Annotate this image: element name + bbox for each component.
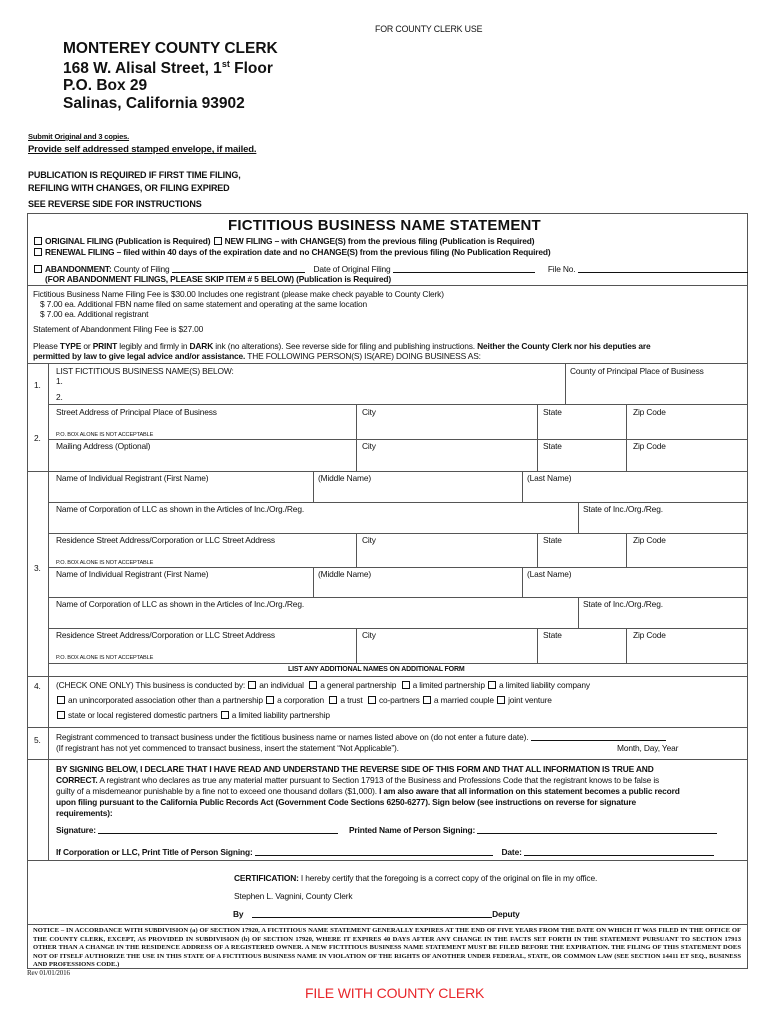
section-2-number: 2. <box>34 433 41 443</box>
section-3-number: 3. <box>34 563 41 573</box>
date-label: Date: <box>501 847 522 857</box>
instructions-line-1 <box>33 341 651 351</box>
state-field[interactable]: State <box>543 407 562 417</box>
file-no-field[interactable] <box>578 264 748 273</box>
t: BY SIGNING BELOW, I DECLARE THAT I HAVE READ AND UNDERSTAND THE REVERSE SIDE OF THIS FORM AND THAT ALL INFORMATION IS TRUE AND <box>56 764 654 774</box>
street-address-field[interactable]: Street Address of Principal Place of Business <box>56 407 217 417</box>
divider <box>313 567 314 597</box>
submit-copies: Submit Original and 3 copies. <box>28 132 130 141</box>
business-type-row-2 <box>56 695 552 705</box>
divider <box>356 628 357 663</box>
option-label: a limited partnership <box>412 680 485 690</box>
divider <box>626 533 627 567</box>
registrant-2-state-field[interactable]: State <box>543 630 562 640</box>
county-of-filing-label: County of Filing <box>113 264 170 274</box>
option-label: an individual <box>259 680 304 690</box>
registrant-2-residence-field[interactable]: Residence Street Address/Corporation or LLC Street Address <box>56 630 275 640</box>
declaration <box>56 764 680 819</box>
t: TYPE <box>59 341 82 351</box>
registrant-1-state-field[interactable]: State <box>543 535 562 545</box>
registrant-1-corporation-field[interactable]: Name of Corporation of LLC as shown in the Articles of Inc./Org./Reg. <box>56 504 305 514</box>
divider <box>578 502 579 533</box>
divider <box>48 404 747 405</box>
registrant-1-first-name-field[interactable]: Name of Individual Registrant (First Name) <box>56 473 209 483</box>
option-label: a corporation <box>277 695 325 705</box>
t: upon filing pursuant to the California Public Records Act (Government Code Sections 6250-6277). Sign below (see instructions on reverse for signature <box>56 797 636 807</box>
option-label: an unincorporated association other than a partnership <box>68 695 263 705</box>
business-name-1-field[interactable]: 1. <box>56 376 63 386</box>
street-tail: Floor <box>229 60 273 78</box>
divider <box>522 567 523 597</box>
certification-label: CERTIFICATION: <box>234 873 299 883</box>
revision-date: Rev 01/01/2016 <box>27 969 70 977</box>
county-of-filing-field[interactable] <box>172 264 305 273</box>
general-partnership-checkbox[interactable] <box>309 681 317 689</box>
registrant-1-middle-name-field[interactable]: (Middle Name) <box>318 473 371 483</box>
registrant-2-zip-field[interactable]: Zip Code <box>633 630 666 640</box>
divider <box>537 628 538 663</box>
option-label: a married couple <box>433 695 494 705</box>
registrant-2-first-name-field[interactable]: Name of Individual Registrant (First Name) <box>56 569 209 579</box>
additional-names-note: LIST ANY ADDITIONAL NAMES ON ADDITIONAL FORM <box>288 666 465 673</box>
mailing-address-field[interactable]: Mailing Address (Optional) <box>56 441 151 451</box>
business-type-row-1 <box>56 680 590 690</box>
divider <box>626 628 627 663</box>
mailing-state-field[interactable]: State <box>543 441 562 451</box>
limited-partnership-checkbox[interactable] <box>402 681 410 689</box>
section-1-number: 1. <box>34 380 41 390</box>
t: PRINT <box>92 341 118 351</box>
divider <box>522 471 523 502</box>
original-filing-label: ORIGINAL FILING (Publication is Required) <box>45 236 211 246</box>
t: ink (no alterations). See reverse side for filing and publishing instructions. <box>213 341 478 351</box>
divider <box>48 597 747 598</box>
option-label: state or local registered domestic partners <box>68 710 218 720</box>
divider <box>27 285 747 286</box>
expiration-notice: NOTICE – IN ACCORDANCE WITH SUBDIVISION (a) OF SECTION 17920, A FICTITIOUS NAME STATEMENT GENERALLY EXPIRES AT THE END OF FIVE YEARS FROM THE DATE ON WHICH IT WAS FILED IN THE OFFICE OF THE COUNTY CLERK, EXCEPT, AS PROVIDED IN SUBDIVISION (b) OF SECTION 17920, WHERE IT EXPIRES 40 DAYS AFTER ANY CHANGE IN THE FACTS SET FORTH IN THE STATEMENT PURSUANT TO SECTION 17913 OTHER THAN A CHANGE IN THE RESIDENCE ADDRESS OF A REGISTERED OWNER. A NEW FICTITIOUS BUSINESS NAME STATEMENT MUST BE FILED BEFORE THE EXPIRATION. THE FILING OF THIS STATEMENT DOES NOT OF ITSELF AUTHORIZE THE USE IN THIS STATE OF A FICTITIOUS BUSINESS NAME IN VIOLATION OF THE RIGHTS OF ANOTHER UNDER FEDERAL, STATE, OR COMMON LAW (SEE SECTION 14411 ET SEQ., BUSINESS AND PROFESSIONS CODE.) <box>33 927 741 969</box>
individual-checkbox[interactable] <box>248 681 256 689</box>
abandonment-label: ABANDONMENT: <box>45 264 112 274</box>
fee-line-4: Statement of Abandonment Filing Fee is $27.00 <box>33 324 204 334</box>
title-label: If Corporation or LLC, Print Title of Person Signing: <box>56 847 253 857</box>
divider <box>537 404 538 471</box>
domestic-partners-checkbox[interactable] <box>57 711 65 719</box>
street-sup: st <box>221 59 230 69</box>
file-no-label: File No. <box>547 264 576 274</box>
registrant-2-city-field[interactable]: City <box>362 630 376 640</box>
county-clerk-name: Stephen L. Vagnini, County Clerk <box>234 891 353 901</box>
commence-line-2: (If registrant has not yet commenced to transact business, insert the statement “Not Applicable”). <box>56 743 399 753</box>
abandonment-checkbox[interactable] <box>34 265 42 273</box>
divider <box>48 663 747 664</box>
co-partners-checkbox[interactable] <box>368 696 376 704</box>
deputy-label: Deputy <box>492 909 520 919</box>
divider <box>537 533 538 567</box>
business-type-intro: (CHECK ONE ONLY) This business is conducted by: <box>56 680 246 690</box>
divider <box>27 676 747 677</box>
unincorporated-association-checkbox[interactable] <box>57 696 65 704</box>
mailing-zip-field[interactable]: Zip Code <box>633 441 666 451</box>
divider <box>27 727 747 728</box>
signature-field[interactable] <box>98 825 338 834</box>
renewal-filing-checkbox[interactable] <box>34 248 42 256</box>
divider <box>27 471 747 472</box>
divider <box>356 533 357 567</box>
city-field[interactable]: City <box>362 407 376 417</box>
date-original-filing-field[interactable] <box>393 264 535 273</box>
divider <box>565 363 566 404</box>
title-field[interactable] <box>255 847 493 856</box>
divider <box>626 404 627 471</box>
divider <box>48 533 747 534</box>
printed-name-field[interactable] <box>477 825 717 834</box>
divider <box>48 628 747 629</box>
date-original-filing-label: Date of Original Filing <box>313 264 391 274</box>
divider <box>48 502 747 503</box>
divider <box>27 924 747 925</box>
business-name-2-field[interactable]: 2. <box>56 392 63 402</box>
business-names-label: LIST FICTITIOUS BUSINESS NAME(S) BELOW: <box>56 366 234 376</box>
printed-name-label: Printed Name of Person Signing: <box>349 825 476 835</box>
county-clerk-use-label: FOR COUNTY CLERK USE <box>375 24 483 34</box>
envelope-note: Provide self addressed stamped envelope, if mailed. <box>28 144 257 155</box>
certification-text: I hereby certify that the foregoing is a correct copy of the original on file in my office. <box>298 873 598 883</box>
signature-label: Signature: <box>56 825 96 835</box>
divider <box>27 363 747 364</box>
registrant-1-zip-field[interactable]: Zip Code <box>633 535 666 545</box>
option-label: a general partnership <box>320 680 397 690</box>
option-label: a limited liability company <box>499 680 590 690</box>
abandonment-row <box>33 264 748 274</box>
registrant-1-state-inc-field[interactable]: State of Inc./Org./Reg. <box>583 504 663 514</box>
filing-type-row-2 <box>33 247 551 257</box>
by-label: By <box>233 909 244 919</box>
option-label: joint venture <box>508 695 552 705</box>
t: Neither the County Clerk nor his deputies are <box>477 341 651 351</box>
pobox-note: P.O. BOX ALONE IS NOT ACCEPTABLE <box>56 560 154 566</box>
office-pobox: P.O. Box 29 <box>63 77 148 94</box>
publication-line-2: REFILING WITH CHANGES, OR FILING EXPIRED <box>28 183 230 193</box>
commence-text: Registrant commenced to transact business under the fictitious business name or names listed above on (do not enter a future date). <box>56 732 529 742</box>
date-field[interactable] <box>524 847 714 856</box>
file-with-county-clerk: FILE WITH COUNTY CLERK <box>305 985 485 1001</box>
street-text: 168 W. Alisal Street, 1 <box>63 60 222 78</box>
corporation-checkbox[interactable] <box>266 696 274 704</box>
t: permitted by law to give legal advice and/or assistance. <box>33 351 246 361</box>
registrant-2-corporation-field[interactable]: Name of Corporation of LLC as shown in the Articles of Inc./Org./Reg. <box>56 599 305 609</box>
fee-line-2: $ 7.00 ea. Additional FBN name filed on same statement and operating at the same location <box>40 299 367 309</box>
business-type-row-3 <box>56 710 330 720</box>
renewal-filing-label: RENEWAL FILING – filed within 40 days of the expiration date and no CHANGE(S) from the previous filing (No Publication Required) <box>45 247 551 257</box>
instructions-line-2 <box>33 351 481 361</box>
title-row <box>56 847 714 857</box>
t: legibly and firmly in <box>117 341 190 351</box>
registrant-1-city-field[interactable]: City <box>362 535 376 545</box>
llp-checkbox[interactable] <box>221 711 229 719</box>
signature-row <box>56 825 717 835</box>
mailing-city-field[interactable]: City <box>362 441 376 451</box>
commence-date-label: Month, Day, Year <box>617 743 679 753</box>
t: guilty of a misdemeanor punishable by a fine not to exceed one thousand dollars ($1,000). <box>56 786 380 796</box>
option-label: a trust <box>340 695 363 705</box>
divider <box>313 471 314 502</box>
registrant-2-middle-name-field[interactable]: (Middle Name) <box>318 569 371 579</box>
new-filing-checkbox[interactable] <box>214 237 222 245</box>
commence-line-1 <box>56 732 666 742</box>
t: I am also aware that all information on this statement becomes a public record <box>379 786 680 796</box>
t: or <box>81 341 93 351</box>
section-4-number: 4. <box>34 681 41 691</box>
t: Please <box>33 341 60 351</box>
office-name: MONTEREY COUNTY CLERK <box>63 40 278 57</box>
fee-line-3: $ 7.00 ea. Additional registrant <box>40 309 149 319</box>
divider <box>48 439 747 440</box>
filing-type-row-1 <box>33 236 534 246</box>
t: THE FOLLOWING PERSON(S) IS(ARE) DOING BUSINESS AS: <box>245 351 481 361</box>
number-column-line <box>48 363 49 860</box>
option-label: co-partners <box>378 695 420 705</box>
married-couple-checkbox[interactable] <box>423 696 431 704</box>
joint-venture-checkbox[interactable] <box>497 696 505 704</box>
t: requirements): <box>56 808 113 818</box>
trust-checkbox[interactable] <box>329 696 337 704</box>
commence-date-field[interactable] <box>531 732 666 741</box>
fee-line-1: Fictitious Business Name Filing Fee is $30.00 Includes one registrant (please make check payable to County Clerk) <box>33 289 444 299</box>
llc-checkbox[interactable] <box>488 681 496 689</box>
divider <box>578 597 579 628</box>
see-reverse: SEE REVERSE SIDE FOR INSTRUCTIONS <box>28 199 202 209</box>
divider <box>356 404 357 471</box>
divider <box>27 759 747 760</box>
deputy-row <box>233 909 520 919</box>
new-filing-label: NEW FILING – with CHANGE(S) from the previous filing (Publication is Required) <box>224 236 535 246</box>
divider <box>48 567 747 568</box>
county-principal-place-field[interactable]: County of Principal Place of Business <box>570 366 704 376</box>
divider <box>27 860 747 861</box>
registrant-2-last-name-field[interactable]: (Last Name) <box>527 569 572 579</box>
pobox-note: P.O. BOX ALONE IS NOT ACCEPTABLE <box>56 432 154 438</box>
original-filing-checkbox[interactable] <box>34 237 42 245</box>
publication-line-1: PUBLICATION IS REQUIRED IF FIRST TIME FILING, <box>28 170 241 180</box>
office-city: Salinas, California 93902 <box>63 95 245 112</box>
t: A registrant who declares as true any material matter pursuant to Section 17913 of the Business and Professions Code that the registrant knows to be false is <box>97 775 660 785</box>
option-label: a limited liability partnership <box>231 710 330 720</box>
abandonment-note: (FOR ABANDONMENT FILINGS, PLEASE SKIP ITEM # 5 BELOW) (Publication is Required) <box>45 274 391 284</box>
certification-line <box>234 873 597 883</box>
registrant-1-last-name-field[interactable]: (Last Name) <box>527 473 572 483</box>
deputy-field[interactable] <box>252 909 492 918</box>
zip-field[interactable]: Zip Code <box>633 407 666 417</box>
section-5-number: 5. <box>34 735 41 745</box>
t: CORRECT. <box>56 775 98 785</box>
t: DARK <box>189 341 214 351</box>
pobox-note: P.O. BOX ALONE IS NOT ACCEPTABLE <box>56 655 154 661</box>
registrant-2-state-inc-field[interactable]: State of Inc./Org./Reg. <box>583 599 663 609</box>
office-street <box>63 59 273 78</box>
form-title: FICTITIOUS BUSINESS NAME STATEMENT <box>228 217 541 234</box>
registrant-1-residence-field[interactable]: Residence Street Address/Corporation or LLC Street Address <box>56 535 275 545</box>
